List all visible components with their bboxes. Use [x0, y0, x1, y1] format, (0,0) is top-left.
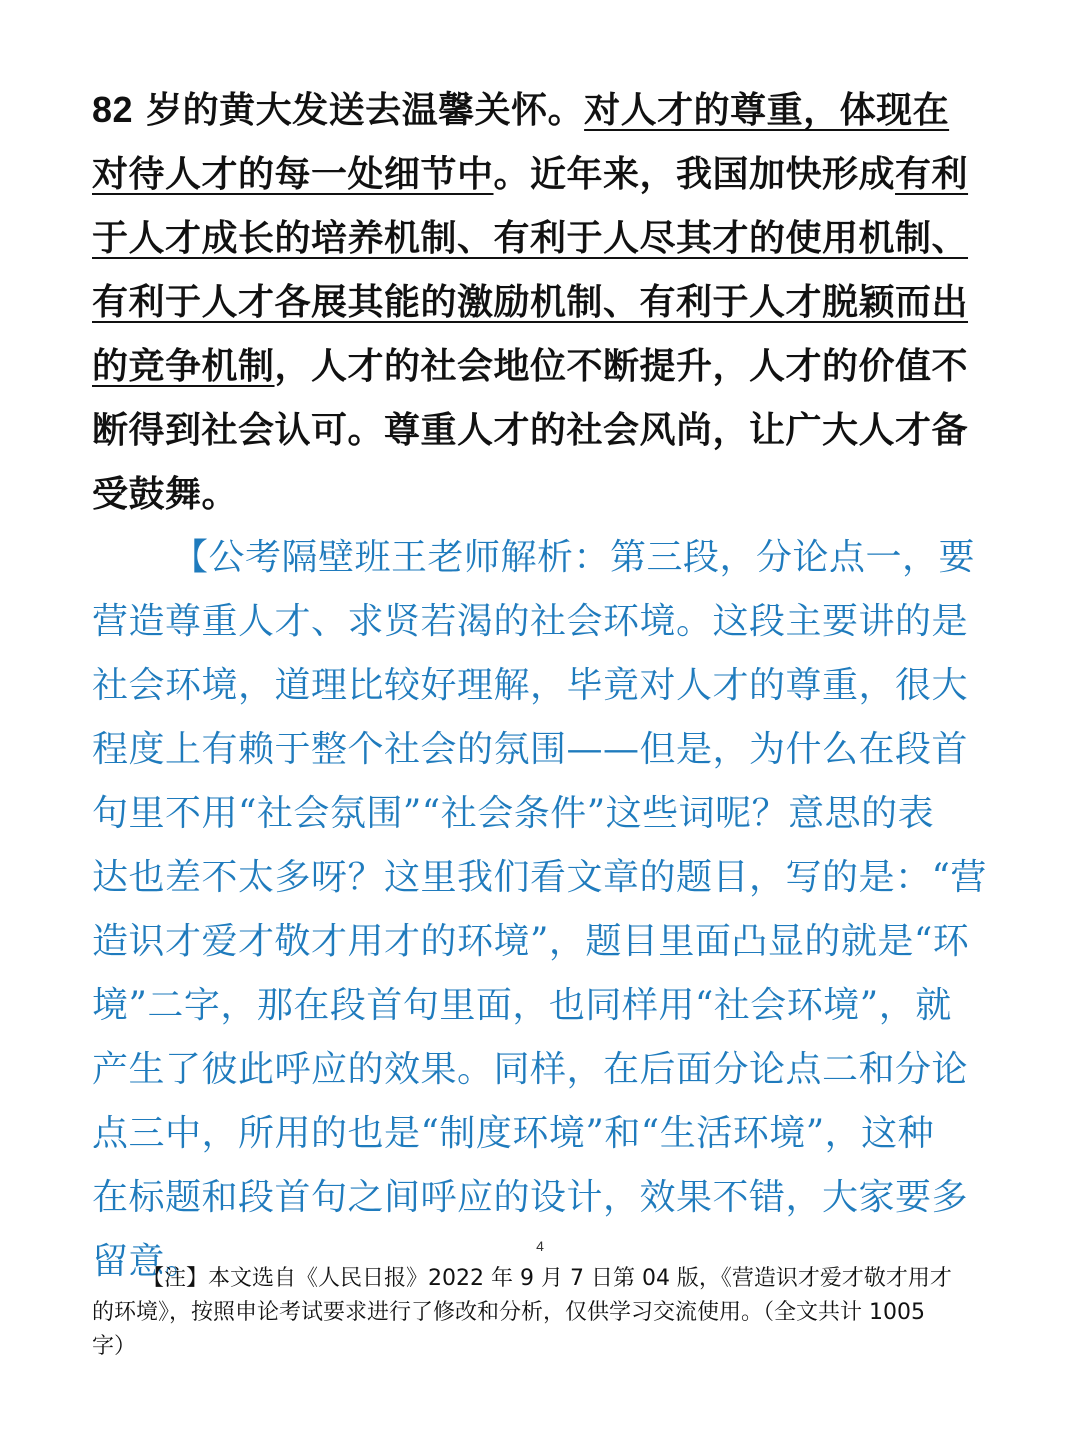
- article-line-1: [92, 78, 988, 142]
- underlined-text: 的竞争机制: [92, 345, 275, 387]
- analysis-line: 造识才爱才敬才用才的环境”，题目里面凸显的就是“环: [92, 921, 970, 962]
- underlined-text: 有利于人才各展其能的激励机制、有利于人才脱颖而出: [92, 281, 969, 323]
- analysis-line: 在标题和段首句之间呼应的设计，效果不错，大家要多: [92, 1177, 969, 1218]
- analysis-line: 点三中，所用的也是“制度环境”和“生活环境”，这种: [92, 1113, 935, 1154]
- underlined-text: 有利: [895, 153, 969, 195]
- note-line: 字）: [92, 1334, 137, 1359]
- source-note: [92, 1262, 992, 1364]
- underlined-text: 对待人才的每一处细节中: [92, 153, 494, 195]
- underlined-text: 于人才成长的培养机制、有利于人尽其才的使用机制、: [92, 217, 969, 259]
- article-text: 岁的黄大发送去温馨关怀。: [133, 89, 585, 131]
- article-line-6: 断得到社会认可。尊重人才的社会风尚，让广大人才备: [92, 409, 969, 451]
- analysis-line: 营造尊重人才、求贤若渴的社会环境。这段主要讲的是: [92, 601, 969, 642]
- analysis-paragraph: [92, 526, 988, 1294]
- article-text: 。近年来，我国加快形成: [493, 153, 896, 195]
- article-paragraph: [92, 78, 988, 526]
- article-line-5: [92, 334, 988, 398]
- article-line-4: [92, 270, 988, 334]
- analysis-line: 句里不用“社会氛围”“社会条件”这些词呢？意思的表: [92, 793, 935, 834]
- underlined-text: 对人才的尊重，体现在: [584, 89, 950, 131]
- analysis-line: 社会环境，道理比较好理解，毕竟对人才的尊重，很大: [92, 665, 969, 706]
- article-line-2: [92, 142, 988, 206]
- analysis-line: 境”二字，那在段首句里面，也同样用“社会环境”，就: [92, 985, 952, 1026]
- note-line: 【注】本文选自《人民日报》2022 年 9 月 7 日第 04 版，《营造识才爱才敬才用才: [142, 1266, 952, 1291]
- age-number: 82: [92, 89, 134, 130]
- article-line-7: 受鼓舞。: [92, 473, 239, 515]
- document-body: [92, 78, 988, 1294]
- analysis-line: 留意。: [92, 1241, 202, 1282]
- article-text: ，人才的社会地位不断提升，人才的价值不: [274, 345, 969, 387]
- analysis-line: 达也差不太多呀？这里我们看文章的题目，写的是：“营: [92, 857, 987, 898]
- page-number: 4: [536, 1238, 544, 1254]
- note-line: 的环境》，按照申论考试要求进行了修改和分析，仅供学习交流使用。（全文共计 1005: [92, 1300, 925, 1325]
- analysis-line: 【公考隔壁班王老师解析：第三段，分论点一，要: [172, 537, 976, 578]
- analysis-line: 产生了彼此呼应的效果。同样，在后面分论点二和分论: [92, 1049, 969, 1090]
- article-line-3: [92, 206, 988, 270]
- analysis-line: 程度上有赖于整个社会的氛围——但是，为什么在段首: [92, 729, 969, 770]
